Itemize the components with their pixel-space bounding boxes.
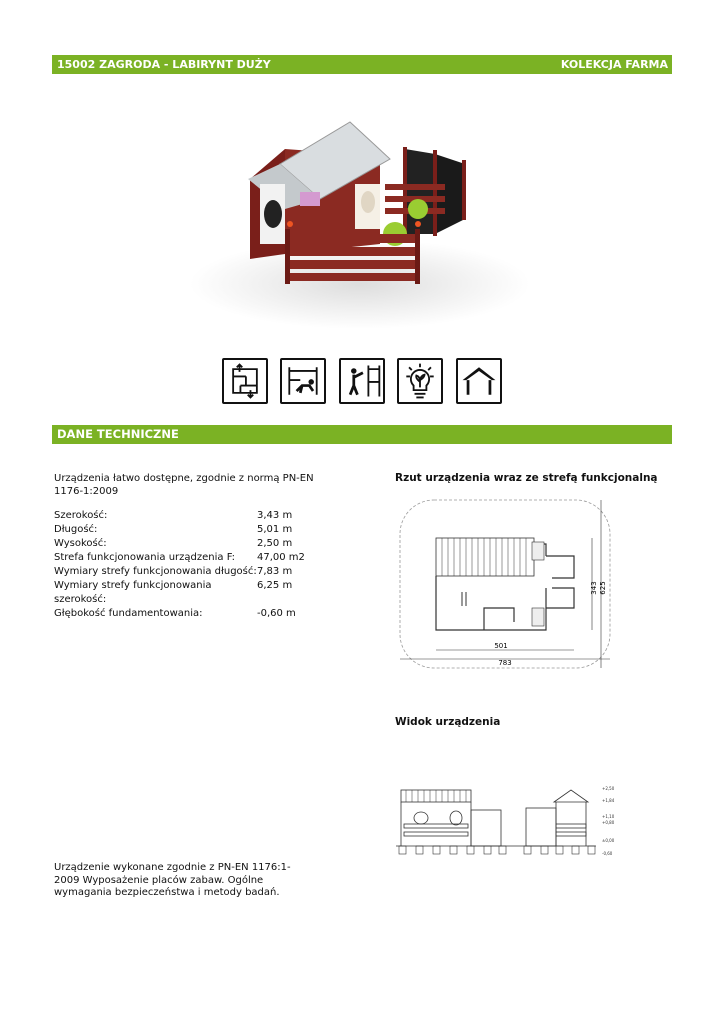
technical-data-bar [52,425,672,444]
level-label: +1,10 [602,814,615,819]
dim-outer-length: 783 [498,659,512,667]
accessibility-note: Urządzenia łatwo dostępne, zgodnie z normą PN-EN 1176-1:2009 [54,473,314,497]
spec-row: Głębokość fundamentowania: -0,60 m [54,608,296,619]
roof-shelter-icon [456,358,502,404]
dim-outer-width: 625 [599,581,607,595]
dim-inner-length: 501 [494,642,508,650]
crawl-tunnel-icon [280,358,326,404]
spec-row: Strefa funkcjonowania urządzenia F: 47,00 m2 [54,552,305,563]
dim-inner-width: 343 [590,581,598,595]
product-rendering [190,84,535,339]
level-label: +1,84 [602,798,615,803]
spec-row: Wymiary strefy funkcjonowania długość: 7,83 m [54,566,293,577]
collection-name: KOLEKCJA FARMA [560,58,668,71]
spec-row: Wymiary strefy funkcjonowania szerokość: 6,25 m [54,580,293,605]
plan-drawing [396,496,614,672]
climbing-panel-icon [339,358,385,404]
level-label: +2,50 [602,786,615,791]
product-title: 15002 ZAGRODA - LABIRYNT DUŻY [57,58,271,71]
spec-row: Wysokość: 2,50 m [54,538,293,549]
technical-data-title: DANE TECHNICZNE [57,427,179,441]
spec-table [54,509,305,621]
level-label: +0,80 [602,820,615,825]
labyrinth-icon [222,358,268,404]
level-label: ±0,00 [602,838,615,843]
level-label: -0,60 [602,851,613,856]
view-heading: Widok urządzenia [395,716,501,728]
sensory-idea-icon [397,358,443,404]
standard-note: Urządzenie wykonane zgodnie z PN-EN 1176:1-2009 Wyposażenie placów zabaw. Ogólne wymagania bezpieczeństwa i metody badań. [54,862,291,898]
title-bar [52,55,672,74]
spec-row: Długość: 5,01 m [54,524,293,535]
side-view-drawing [396,780,618,860]
plan-heading: Rzut urządzenia wraz ze strefą funkcjonalną [395,472,658,484]
spec-row: Szerokość: 3,43 m [54,510,293,521]
